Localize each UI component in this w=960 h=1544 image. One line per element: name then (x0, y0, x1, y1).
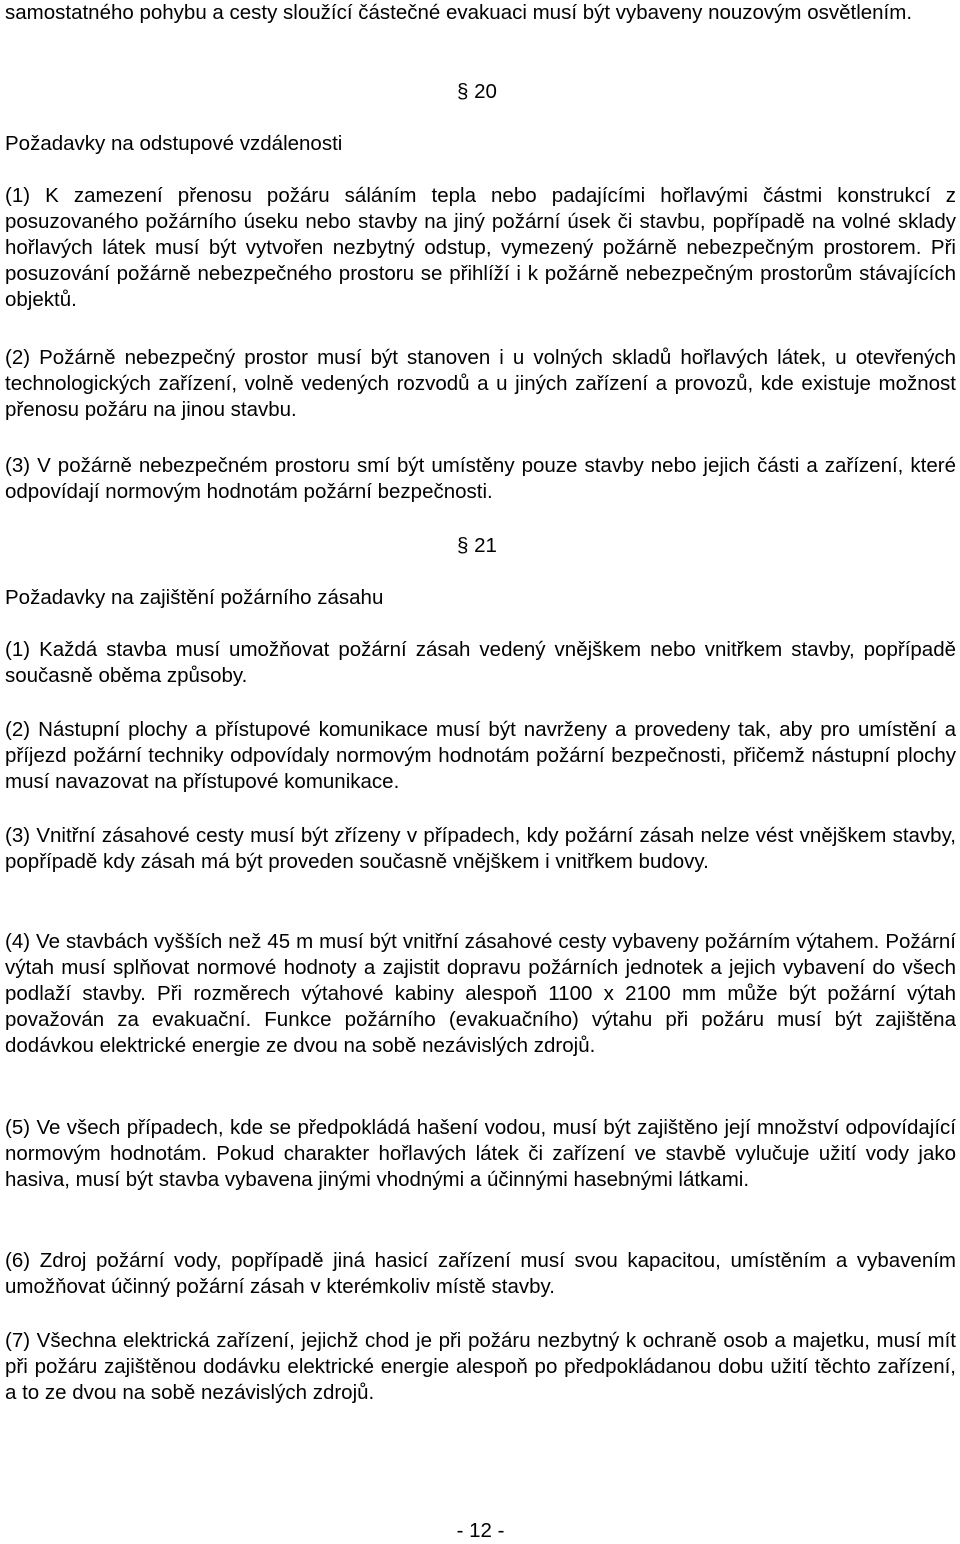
section-21-paragraph-2: (2) Nástupní plochy a přístupové komunikace musí být navrženy a provedeny tak, aby pro umístění a příjezd požární techniky odpovídaly normovým hodnotám požární bezpečnosti, přičemž nástupní plochy musí navazovat na přístupové komunikace. (5, 718, 956, 793)
section-21-paragraph-7: (7) Všechna elektrická zařízení, jejichž chod je při požáru nezbytný k ochraně osob a majetku, musí mít při požáru zajištěnou dodávku elektrické energie alespoň po předpokládanou dobu užití těchto zařízení, a to ze dvou na sobě nezávislých zdrojů. (5, 1329, 956, 1404)
section-21-title: Požadavky na zajištění požárního zásahu (5, 586, 384, 609)
section-20-paragraph-2: (2) Požárně nebezpečný prostor musí být stanoven i u volných skladů hořlavých látek, u otevřených technologických zařízení, volně vedených rozvodů a u jiných zařízení a provozů, kde existuje možnost přenosu požáru na jinou stavbu. (5, 346, 956, 421)
page-number: - 12 - (456, 1519, 505, 1542)
section-21-paragraph-3: (3) Vnitřní zásahové cesty musí být zřízeny v případech, kdy požární zásah nelze vést vnějškem stavby, popřípadě kdy zásah má být proveden současně vnějškem i vnitřkem budovy. (5, 824, 956, 873)
section-21-paragraph-5: (5) Ve všech případech, kde se předpokládá hašení vodou, musí být zajištěno její množství odpovídající normovým hodnotám. Pokud charakter hořlavých látek či zařízení ve stavbě vylučuje užití vody jako hasiva, musí být stavba vybavena jinými vhodnými a účinnými hasebnými látkami. (5, 1116, 956, 1191)
section-20-number: § 20 (457, 80, 497, 103)
section-20-paragraph-1: (1) K zamezení přenosu požáru sáláním tepla nebo padajícími hořlavými částmi konstrukcí z posuzovaného požárního úseku nebo stavby na jiný požární úsek či stavbu, popřípadě na volné sklady hořlavých látek musí být vytvořen nezbytný odstup, vymezený požárně nebezpečným prostorem. Při posuzování požárně nebezpečného prostoru se přihlíží i k požárně nebezpečným prostorům stávajících objektů. (5, 184, 956, 311)
section-21-paragraph-6: (6) Zdroj požární vody, popřípadě jiná hasicí zařízení musí svou kapacitou, umístěním a vybavením umožňovat účinný požární zásah v kterémkoliv místě stavby. (5, 1249, 956, 1298)
section-21-paragraph-1: (1) Každá stavba musí umožňovat požární zásah vedený vnějškem nebo vnitřkem stavby, popřípadě současně oběma způsoby. (5, 638, 956, 687)
section-21-paragraph-4: (4) Ve stavbách vyšších než 45 m musí být vnitřní zásahové cesty vybaveny požárním výtahem. Požární výtah musí splňovat normové hodnoty a zajistit dopravu požárních jednotek a jejich vybavení do všech podlaží stavby. Při rozměrech výtahové kabiny alespoň 1100 x 2100 mm může být požární výtah považován za evakuační. Funkce požárního (evakuačního) výtahu při požáru musí být zajištěna dodávkou elektrické energie ze dvou na sobě nezávislých zdrojů. (5, 930, 956, 1057)
section-21-number: § 21 (457, 534, 497, 557)
intro-paragraph: samostatného pohybu a cesty sloužící částečné evakuaci musí být vybaveny nouzovým osvětlením. (5, 1, 913, 24)
section-20-title: Požadavky na odstupové vzdálenosti (5, 132, 343, 155)
section-20-paragraph-3: (3) V požárně nebezpečném prostoru smí být umístěny pouze stavby nebo jejich části a zařízení, které odpovídají normovým hodnotám požární bezpečnosti. (5, 454, 956, 503)
